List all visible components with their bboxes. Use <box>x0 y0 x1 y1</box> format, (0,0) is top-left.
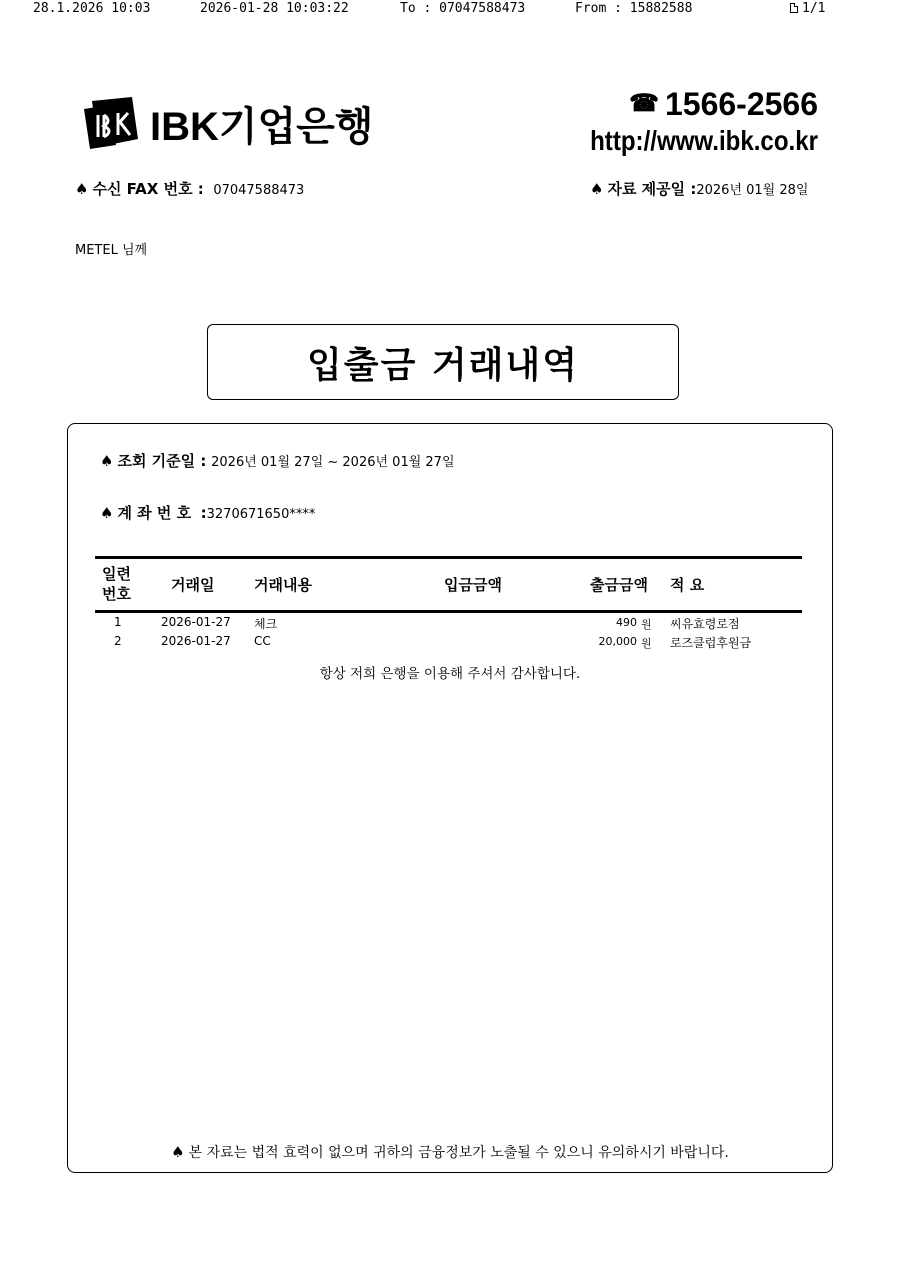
spade-icon: ♠ <box>590 180 604 198</box>
header-desc: 거래내용 <box>254 576 312 594</box>
fax-datetime-full: 2026-01-28 10:03:22 <box>200 1 349 16</box>
bank-phone: 1566-2566 <box>664 86 818 122</box>
bank-logo <box>82 93 373 153</box>
fax-to: To : 07047588473 <box>400 1 526 16</box>
header-withdrawal: 출금금액 <box>590 576 648 594</box>
bank-url: http://www.ibk.co.kr <box>590 125 818 156</box>
table-row <box>0 634 900 652</box>
spade-icon: ♠ <box>171 1143 185 1161</box>
recipient-fax-value: 07047588473 <box>213 183 305 198</box>
query-period-value: 2026년 01월 27일 ~ 2026년 01월 27일 <box>211 455 455 470</box>
recipient-fax-label: 수신 FAX 번호 : <box>92 180 204 198</box>
fax-from: From : 15882588 <box>575 1 693 16</box>
cell-desc: 체크 <box>254 617 278 631</box>
cell-desc: CC <box>254 634 271 648</box>
cell-withdrawal: 20,000 <box>598 635 637 648</box>
legal-notice <box>0 1142 900 1162</box>
cell-seq: 2 <box>114 634 122 648</box>
account-number: ♠ 계 좌 번 호 :3270671650**** <box>100 504 316 522</box>
header-deposit: 입금금액 <box>444 576 502 594</box>
table-header-rule <box>95 610 802 613</box>
fax-page-count: 1/1 <box>790 1 825 16</box>
recipient-fax <box>75 178 304 199</box>
bank-phone-line <box>553 86 818 123</box>
spade-icon: ♠ <box>75 180 89 198</box>
cell-withdrawal: 490 <box>616 616 637 629</box>
spade-icon: ♠ <box>100 504 114 522</box>
header-seq: 일련 번호 <box>102 565 131 603</box>
table-top-rule <box>95 556 802 559</box>
spade-icon: ♠ <box>100 452 114 470</box>
cell-date: 2026-01-27 <box>161 615 231 629</box>
provided-date-label: 자료 제공일 : <box>607 180 697 198</box>
header-date: 거래일 <box>171 576 215 594</box>
cell-unit: 원 <box>641 637 652 650</box>
cell-unit: 원 <box>641 618 652 631</box>
provided-date <box>590 178 808 199</box>
ibk-logo-icon <box>82 95 140 151</box>
legal-notice-text: 본 자료는 법적 효력이 없으며 귀하의 금융정보가 노출될 수 있으니 유의하시기 바랍니다. <box>188 1145 729 1161</box>
query-period-label: 조회 기준일 : <box>117 452 207 470</box>
page-icon <box>790 3 798 13</box>
fax-datetime-short: 28.1.2026 10:03 <box>33 1 151 16</box>
document-title: 입출금 거래내역 <box>207 324 679 400</box>
table-row <box>0 615 900 633</box>
statement-box <box>67 423 833 1173</box>
cell-memo: 씨유효령로점 <box>670 617 740 631</box>
cell-seq: 1 <box>114 615 122 629</box>
account-number-label: 계 좌 번 호 <box>117 504 192 522</box>
account-number-value: 3270671650**** <box>206 507 316 522</box>
thanks-message: 항상 저희 은행을 이용해 주셔서 감사합니다. <box>319 666 581 682</box>
header-memo: 적 요 <box>670 576 705 594</box>
fax-header <box>0 0 900 22</box>
bank-contact <box>553 86 818 157</box>
query-period <box>100 450 455 471</box>
cell-date: 2026-01-27 <box>161 634 231 648</box>
addressee: METEL 님께 <box>75 243 148 258</box>
provided-date-value: 2026년 01월 28일 <box>696 183 809 198</box>
phone-icon: ☎ <box>629 90 659 117</box>
cell-memo: 로즈클럽후원금 <box>670 636 752 650</box>
bank-name: IBK기업은행 <box>150 104 374 149</box>
